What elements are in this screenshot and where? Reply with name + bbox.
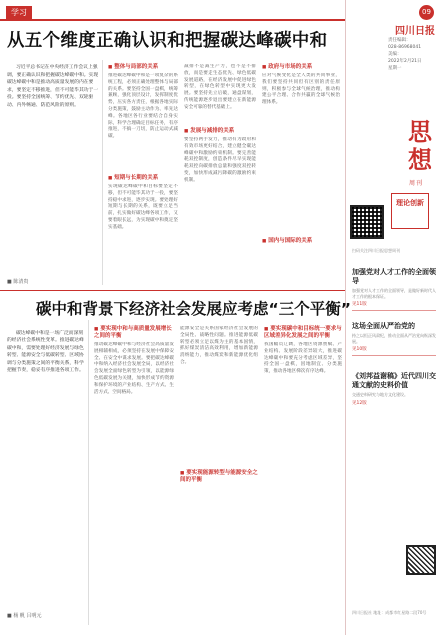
sidebar-item-section: 见12版 [352, 400, 367, 406]
article-author: ■ 杨 帆 吕明元 [7, 613, 42, 619]
section-body: 减排不是减生产力，也不是不排放，而是要走生态优先、绿色低碳发展道路，在经济发展中促进绿色转型，在绿色转型中实现更大发展。要坚持先立后破，通盘谋划，传统能源逐步退出要建立在新能源安全可靠的替代基础上。 [184, 64, 256, 110]
sidebar-item-title: 这场全面从严治党的 [352, 322, 415, 330]
section-heading: ■ 要实现中和与高质量发展增长之间的平衡 [94, 326, 174, 340]
article-author: ■ 陈清贵 [7, 279, 29, 285]
meta-line: 028-86968041 [388, 45, 422, 50]
sidebar-item[interactable] [352, 322, 436, 356]
sidebar-item-body: 加强党对人才工作的全面领导，是做好新时代人才工作的根本保证。 [352, 288, 436, 299]
article-headline: 从五个维度正确认识和把握碳达峰碳中和 [7, 31, 328, 51]
sidebar-item-section: 见11版 [352, 302, 367, 307]
sidebar-item-body: 交通史料研究与地方文化建设。 [352, 392, 408, 397]
sidebar-item[interactable] [352, 268, 436, 311]
section-heading: ■ 要实现能源转型与能源安全之间的平衡 [180, 470, 258, 484]
qr-code-icon [350, 205, 384, 239]
qr-note: 扫码关注四川日报思想周刊 [352, 248, 400, 253]
sidebar-item[interactable] [352, 372, 436, 406]
paper-name: 四川日报 [395, 26, 435, 37]
section-heading: ■ 短期与长期的关系 [108, 175, 178, 182]
meta-line: 星期一 [388, 66, 402, 71]
right-column [345, 0, 440, 635]
sidebar-item-title: 加强党对人才工作的全面领导 [352, 268, 436, 285]
column-subtitle: 周刊 [409, 180, 424, 187]
meta-line: 2022年2月21日 [388, 59, 422, 64]
column-badge: 理论创新 [391, 193, 429, 229]
divider [352, 310, 436, 311]
section-heading: ■ 政府与市场的关系 [262, 64, 340, 71]
section-body: 我国幅员辽阔，各地区资源禀赋、产业结构、发展阶段差异较大，推进碳达峰碳中和要充分考虑区域差异，坚持全国一盘棋，因地制宜、分类施策，推动各地区梯次有序达峰。 [264, 342, 342, 375]
sidebar-item-section: 见10版 [352, 347, 367, 352]
divider [352, 355, 436, 356]
section-body: 实现碳达峰碳中和目标要坚定不移，但不可能毕其功于一役，要坚持稳中求进，逐步实现。要处理好短期与长期的关系，既要立足当前，扎实做好碳达峰各项工作，又要着眼长远，为实现碳中和奠定坚实基础。 [108, 184, 178, 230]
section-body: 能源安全是关系国家经济社会发展的全局性、战略性问题。推进能源低碳转型必须立足以煤为主的基本国情，抓好煤炭清洁高效利用，增加新能源消纳能力，推动煤炭和新能源优化组合。 [180, 326, 258, 365]
section-heading: ■ 发展与减排的关系 [184, 128, 256, 135]
top-rule [0, 19, 345, 21]
section-heading: ■ 国内与国际的关系 [262, 238, 340, 245]
column-divider [102, 60, 103, 285]
column-title: 思想 [408, 117, 432, 174]
column-divider [88, 320, 89, 625]
section-heading: ■ 整体与局部的关系 [108, 64, 178, 71]
article-lead: 碳达峰碳中和是一场广泛而深刻的经济社会系统性变革。推进碳达峰碳中和，需要处理好经济发展与绿色转型、能源安全与低碳转型、区域协调与分类施策之间的平衡关系，科学把握节奏，稳妥有序推进各项工作。 [7, 331, 84, 374]
section-tag: 学习 [6, 6, 32, 19]
sidebar-item-body: 持之以恒正风肃纪，推动全面从严治党向纵深发展。 [352, 333, 436, 344]
qr-code-icon [406, 545, 436, 575]
section-body: 推动碳达峰碳中和与经济社会高质量发展相辅相成，必须坚持在发展中保障安全、在安全中谋求发展。要把碳达峰碳中和纳入经济社会发展全局，以经济社会发展全面绿色转型为引领，以能源绿色低碳发展为关键，加快形成节约资源和保护环境的产业结构、生产方式、生活方式、空间格局。 [94, 342, 174, 395]
page-number: 09 [419, 5, 434, 20]
article-headline: 碳中和背景下经济社会发展应考虑“三个平衡” [36, 300, 351, 318]
section-body: 推进碳达峰碳中和是一项复杂的系统工程，必须正确处理整体与局部的关系。要坚持全国一盘棋，统筹兼顾，强化顶层设计，发挥制度优势，压实各方责任，根据各地实际分类施策，鼓励主动作为、率先达峰。各地区各行业要结合自身实际，科学合理确定目标任务，有序推进，不搞一刀切，防止运动式减碳。 [108, 73, 178, 140]
section-body: 要坚持两手发力，推动有为政府和有效市场更好结合，建立健全碳达峰碳中和激励约束机制。要完善能耗双控制度，创造条件尽早实现能耗双控向碳排放总量和强度双控转变，加快形成减污降碳的激励约束机制。 [184, 137, 256, 183]
sidebar-item-title: 《刘邦益谢稿》近代四川交通文献的史料价值 [352, 372, 436, 389]
article-lead: 习近平总书记在中央经济工作会议上强调，要正确认识和把握碳达峰碳中和。实现碳达峰碳中和是推动高质量发展的内在要求，要坚定不移推进，但不可能毕其功于一役。要坚持全国统筹、节约优先、双轮驱动、内外畅通、防范风险的原则。 [7, 65, 99, 108]
section-body: 应对气候变化是全人类的共同事业，我们要坚持共同但有区别的责任原则，积极参与全球气候治理，推动构建公平合理、合作共赢的全球气候治理体系。 [262, 73, 340, 106]
article-separator [0, 290, 345, 291]
meta-line: 责任编辑： [388, 38, 411, 43]
meta-line: 美编： [388, 52, 402, 57]
section-heading: ■ 要实现碳中和目标统一要求与区域差异化发展之间的平衡 [264, 326, 342, 340]
footer-note: 四川日报社 地址：成都市红星路二段70号 [352, 610, 427, 615]
